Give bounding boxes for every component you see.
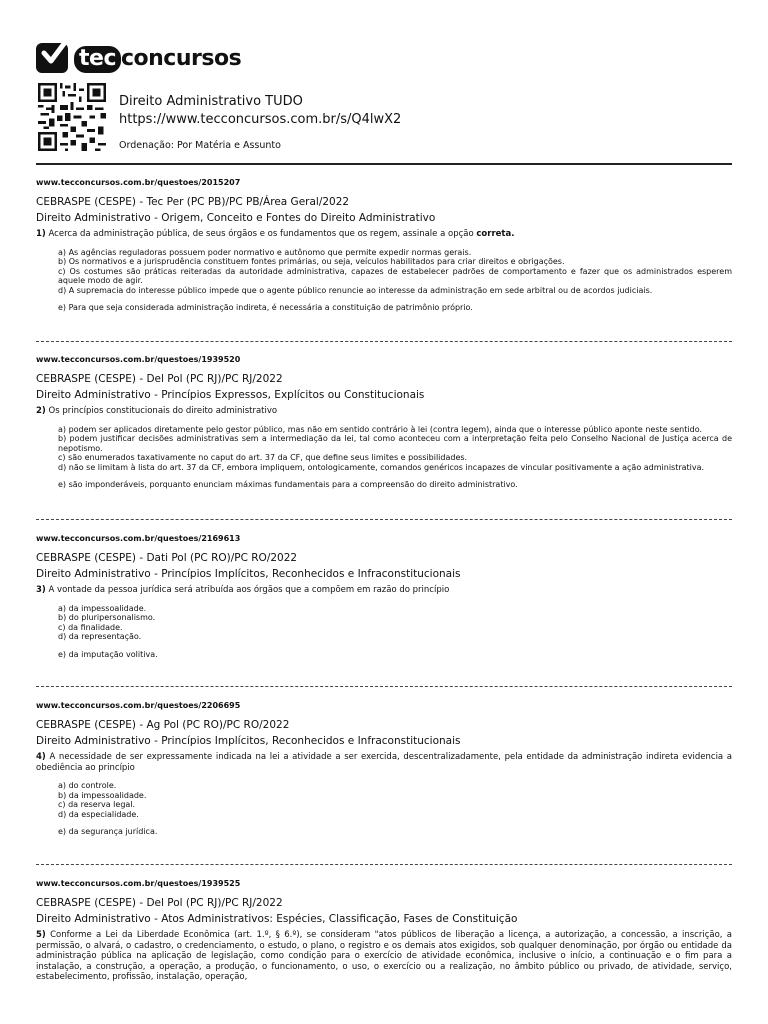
question-subject: Direito Administrativo - Princípios Expressos, Explícitos ou Constitucionais bbox=[36, 389, 425, 401]
logo-prefix: tec bbox=[74, 46, 121, 73]
statement-text: Acerca da administração pública, de seus órgãos e os fundamentos que os regem, assinale a opção bbox=[48, 229, 474, 239]
question-subject: Direito Administrativo - Princípios Implícitos, Reconhecidos e Infraconstitucionais bbox=[36, 568, 461, 580]
question-number: 4) bbox=[36, 752, 46, 762]
question-5 bbox=[36, 879, 732, 983]
logo-text bbox=[74, 46, 241, 71]
options-list bbox=[58, 248, 732, 314]
question-subject: Direito Administrativo - Princípios Implícitos, Reconhecidos e Infraconstitucionais bbox=[36, 735, 461, 747]
question-board: CEBRASPE (CESPE) - Tec Per (PC PB)/PC PB/Área Geral/2022 bbox=[36, 196, 350, 208]
question-divider bbox=[36, 341, 732, 342]
statement-text: Conforme a Lei da Liberdade Econômica (art. 1.º, § 6.º), se consideram "atos públicos de liberação a licença, a autorização, a concessão, a inscrição, a permissão, o alvará, o cadastro, o credenciamento, o estudo, o plano, o registro e os demais atos exigidos, sob qualquer denominação, por órgão ou entidade da administração pública na aplicação de legislação, como condição para o exercício de atividade econômica, inclusive o início, a continuação e o fim para a instalação, a construção, a operação, a produção, o funcionamento, o uso, o exercício ou a realização, no âmbito público ou privado, de atividade, serviço, estabelecimento, profissão, instalação, operação, bbox=[36, 930, 732, 982]
question-board: CEBRASPE (CESPE) - Del Pol (PC RJ)/PC RJ/2022 bbox=[36, 373, 283, 385]
qr-code-icon[interactable] bbox=[36, 83, 108, 151]
option-a: a) da impessoalidade. bbox=[58, 603, 147, 613]
question-link[interactable]: www.tecconcursos.com.br/questoes/2206695 bbox=[36, 701, 241, 710]
document-url[interactable]: https://www.tecconcursos.com.br/s/Q4lwX2 bbox=[119, 112, 402, 127]
question-statement bbox=[36, 752, 732, 773]
option-b: b) do pluripersonalismo. bbox=[58, 613, 156, 623]
question-number: 3) bbox=[36, 585, 46, 595]
ordering-label: Ordenação: Por Matéria e Assunto bbox=[119, 140, 281, 151]
option-b: b) Os normativos e a jurisprudência constituem fontes primárias, ou seja, veículos habilitados para criar direitos e obrigações. bbox=[58, 257, 565, 267]
question-link[interactable]: www.tecconcursos.com.br/questoes/2015207 bbox=[36, 178, 241, 187]
option-c: c) Os costumes são práticas reiteradas da autoridade administrativa, capazes de estabelecer padrões de comportamento e fazer que os administrados esperem aquele modo de agir. bbox=[58, 266, 732, 286]
question-subject: Direito Administrativo - Origem, Conceito e Fontes do Direito Administrativo bbox=[36, 212, 436, 224]
options-list bbox=[58, 604, 732, 660]
question-link[interactable]: www.tecconcursos.com.br/questoes/2169613 bbox=[36, 534, 241, 543]
question-link[interactable]: www.tecconcursos.com.br/questoes/1939525 bbox=[36, 879, 241, 888]
question-number: 1) bbox=[36, 229, 46, 239]
option-b: b) da impessoalidade. bbox=[58, 790, 147, 800]
question-statement bbox=[36, 930, 732, 983]
question-statement bbox=[36, 406, 732, 417]
checkmark-icon bbox=[36, 43, 68, 73]
option-e: e) da segurança jurídica. bbox=[58, 827, 158, 837]
question-divider bbox=[36, 519, 732, 520]
question-4 bbox=[36, 701, 732, 837]
logo[interactable] bbox=[36, 40, 241, 76]
option-e: e) Para que seja considerada administração indireta, é necessária a constituição de patrimônio próprio. bbox=[58, 303, 473, 313]
header-divider bbox=[36, 163, 732, 165]
question-statement bbox=[36, 229, 732, 240]
option-a: a) As agências reguladoras possuem poder normativo e autônomo que permite expedir normas gerais. bbox=[58, 247, 472, 257]
statement-text: A necessidade de ser expressamente indicada na lei a atividade a ser exercida, descentralizadamente, pela entidade da administração indireta evidencia a obediência ao princípio bbox=[36, 752, 733, 773]
question-number: 5) bbox=[36, 930, 46, 940]
question-statement bbox=[36, 585, 732, 596]
statement-bold: correta. bbox=[476, 229, 515, 239]
options-list bbox=[58, 781, 732, 837]
statement-text: A vontade da pessoa jurídica será atribuída aos órgãos que a compõem em razão do princípio bbox=[48, 585, 450, 595]
question-subject: Direito Administrativo - Atos Administrativos: Espécies, Classificação, Fases de Constituição bbox=[36, 913, 518, 925]
question-divider bbox=[36, 864, 732, 865]
question-board: CEBRASPE (CESPE) - Del Pol (PC RJ)/PC RJ/2022 bbox=[36, 897, 283, 909]
question-board: CEBRASPE (CESPE) - Ag Pol (PC RO)/PC RO/2022 bbox=[36, 719, 290, 731]
document-title: Direito Administrativo TUDO bbox=[119, 94, 303, 109]
option-d: d) A supremacia do interesse público impede que o agente público renuncie ao interesse da administração em sede arbitral ou de acordos judiciais. bbox=[58, 285, 653, 295]
option-a: a) podem ser aplicados diretamente pelo gestor público, mas não em sentido contrário à lei (contra legem), ainda que o interesse público aponte neste sentido. bbox=[58, 424, 702, 434]
question-1 bbox=[36, 178, 732, 313]
question-board: CEBRASPE (CESPE) - Dati Pol (PC RO)/PC RO/2022 bbox=[36, 552, 298, 564]
option-e: e) da imputação volitiva. bbox=[58, 649, 158, 659]
option-d: d) da especialidade. bbox=[58, 809, 139, 819]
option-c: c) da finalidade. bbox=[58, 622, 123, 632]
option-e: e) são imponderáveis, porquanto enunciam máximas fundamentais para a compreensão do direito administrativo. bbox=[58, 480, 518, 490]
option-d: d) não se limitam à lista do art. 37 da CF, embora impliquem, ontologicamente, comandos genéricos incapazes de vincular positivamente a ação administrativa. bbox=[58, 462, 705, 472]
option-c: c) são enumerados taxativamente no caput do art. 37 da CF, que define seus limites e possibilidades. bbox=[58, 453, 468, 463]
question-number: 2) bbox=[36, 406, 46, 416]
option-a: a) do controle. bbox=[58, 781, 117, 790]
logo-suffix: concursos bbox=[120, 45, 242, 71]
statement-text: Os princípios constitucionais do direito administrativo bbox=[48, 406, 278, 416]
question-divider bbox=[36, 686, 732, 687]
options-list bbox=[58, 425, 732, 491]
question-3 bbox=[36, 534, 732, 659]
option-c: c) da reserva legal. bbox=[58, 800, 136, 810]
question-2 bbox=[36, 355, 732, 490]
question-link[interactable]: www.tecconcursos.com.br/questoes/1939520 bbox=[36, 355, 241, 364]
option-d: d) da representação. bbox=[58, 632, 142, 642]
option-b: b) podem justificar decisões administrativas sem a intermediação da lei, tal como aconteceu com a interpretação feita pelo Conselho Nacional de Justiça acerca de nepotismo. bbox=[58, 434, 732, 453]
